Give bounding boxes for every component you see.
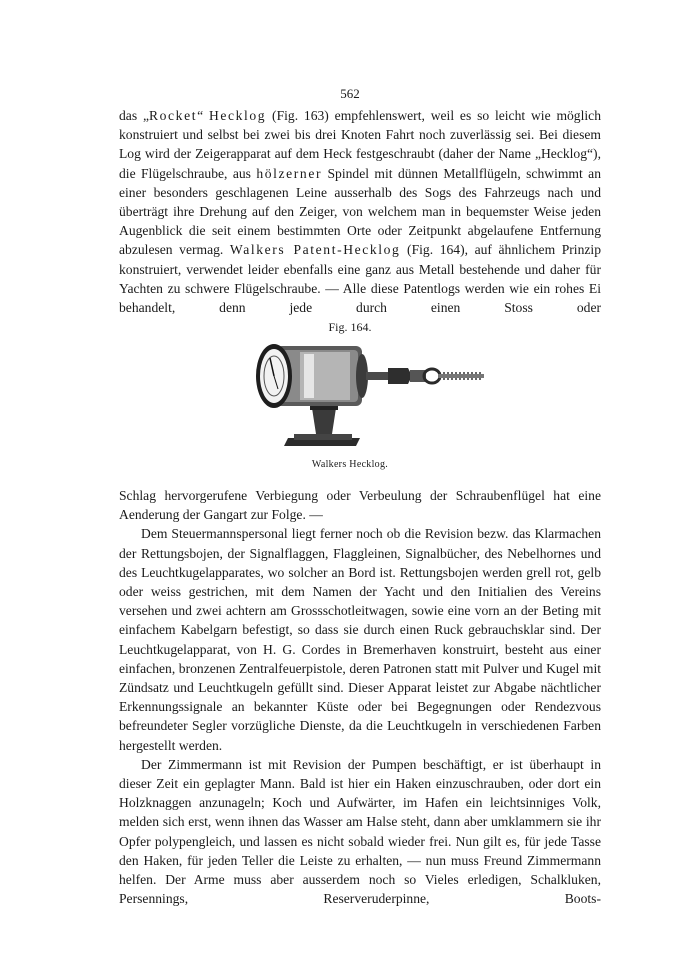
- text-block-top: [119, 106, 601, 317]
- figure-caption: Walkers Hecklog.: [311, 459, 389, 470]
- page-number: 562: [340, 86, 360, 101]
- text-block-bottom: [119, 486, 601, 908]
- term-walkers-patent-hecklog: Walkers Patent-Hecklog: [229, 242, 401, 258]
- walkers-hecklog-illustration: [240, 334, 490, 454]
- text-run: “: [197, 108, 209, 123]
- figure-label: Fig. 164.: [328, 320, 372, 334]
- term-hoelzerner: hölzerner: [256, 165, 323, 181]
- paragraph-continuation: Schlag hervorgerufene Verbiegung oder Verbeulung der Schraubenflügel hat eine Aenderung der Gangart zur Folge. —: [119, 488, 601, 523]
- text-run: das „: [119, 108, 149, 123]
- paragraph-hecklog: [119, 106, 601, 317]
- term-hecklog: Hecklog: [208, 108, 267, 123]
- hecklog-drawing: [240, 334, 490, 454]
- term-rocket: Rocket: [148, 108, 198, 123]
- paragraph-zimmermann: Der Zimmermann ist mit Revision der Pumpen beschäftigt, er ist überhaupt in dieser Zeit ein geplagter Mann. Bald ist hier ein Haken einzuschrauben, oder dort ein Holzknaggen anzunageln; Koch und Aufwärter, im Hafen ein leichtsinniges Volk, melden sich erst, wenn ihnen das Wasser am Halse steht, dann aber umklammern sie ihr Opfer polypengleich, und lassen es nicht sobald wieder frei. Nun gilt es, für jede Tasse den Haken, für jeden Teller die Leiste zu erhalten, — nun muss Freund Zimmermann helfen. Der Arme muss aber ausserdem noch so Vieles erledigen, Schalkluken, Persennings, Reserveruderpinne, Boots-: [119, 756, 601, 907]
- text-run: (Fig. 164), auf ähnlichem Prinzip konstruiert, verwendet leider ebenfalls eine ganz aus Metall bestehende und daher für Yachten zu schwere Flügelschraube. — Alle diese Patentlogs werden wie ein rohes Ei behandelt, denn jede durch einen Stoss oder: [119, 242, 601, 316]
- paragraph-steuermann: Dem Steuermannspersonal liegt ferner noch ob die Revision bezw. das Klarmachen der Rettungsbojen, der Signalflaggen, Flaggleinen, Signalbücher, des Nebelhornes und des Leuchtkugelapparates, wo solcher an Bord ist. Rettungsbojen werden grell rot, gelb oder weiss gestrichen, mit dem Namen der Yacht und den Initialien des Vereins versehen und zwei achtern am Grossschotleitwagen, sowie eine vorn an der Beting mit einfachem Kabelgarn befestigt, so dass sie durch einen Ruck gebrauchsklar sind. Der Leuchtkugelapparat, von H. G. Cordes in Bremerhaven konstruirt, besteht aus einer einfachen, bronzenen Zentralfeuerpistole, deren Patronen statt mit Pulver und Kugel mit Zündsatz und Leuchtkugeln gefüllt sind. Dieser Apparat leistet zur Abgabe nächtlicher Erkennungssignale an bekannter Küste oder bei Begegnungen oder Rendezvous befreundeter Segler vorzügliche Dienste, da die Leuchtkugeln in verschiedenen Farben hergestellt werden.: [119, 526, 601, 753]
- text-run: (Fig. 163) empfehlenswert, weil es so leicht wie möglich konstruiert und selbst bei zwei bis drei Knoten Fahrt noch zuverlässig sei. Bei diesem Log wird der Zeigerapparat auf dem Heck festgeschraubt (daher der Name „Hecklog“), die Flügelschraube, aus: [119, 108, 601, 181]
- text-run: Spindel mit dünnen Metallflügeln, schwimmt an einer besonders geschlagenen Leine ausserhalb des Sogs des Fahrzeugs nach und überträgt ihre Drehung auf den Zeiger, von welchem man in bequemster Weise jeden Augenblick die seit einem bestimmten Orte oder Zeitpunkt abgelaufene Entfernung abzulesen vermag.: [119, 165, 601, 258]
